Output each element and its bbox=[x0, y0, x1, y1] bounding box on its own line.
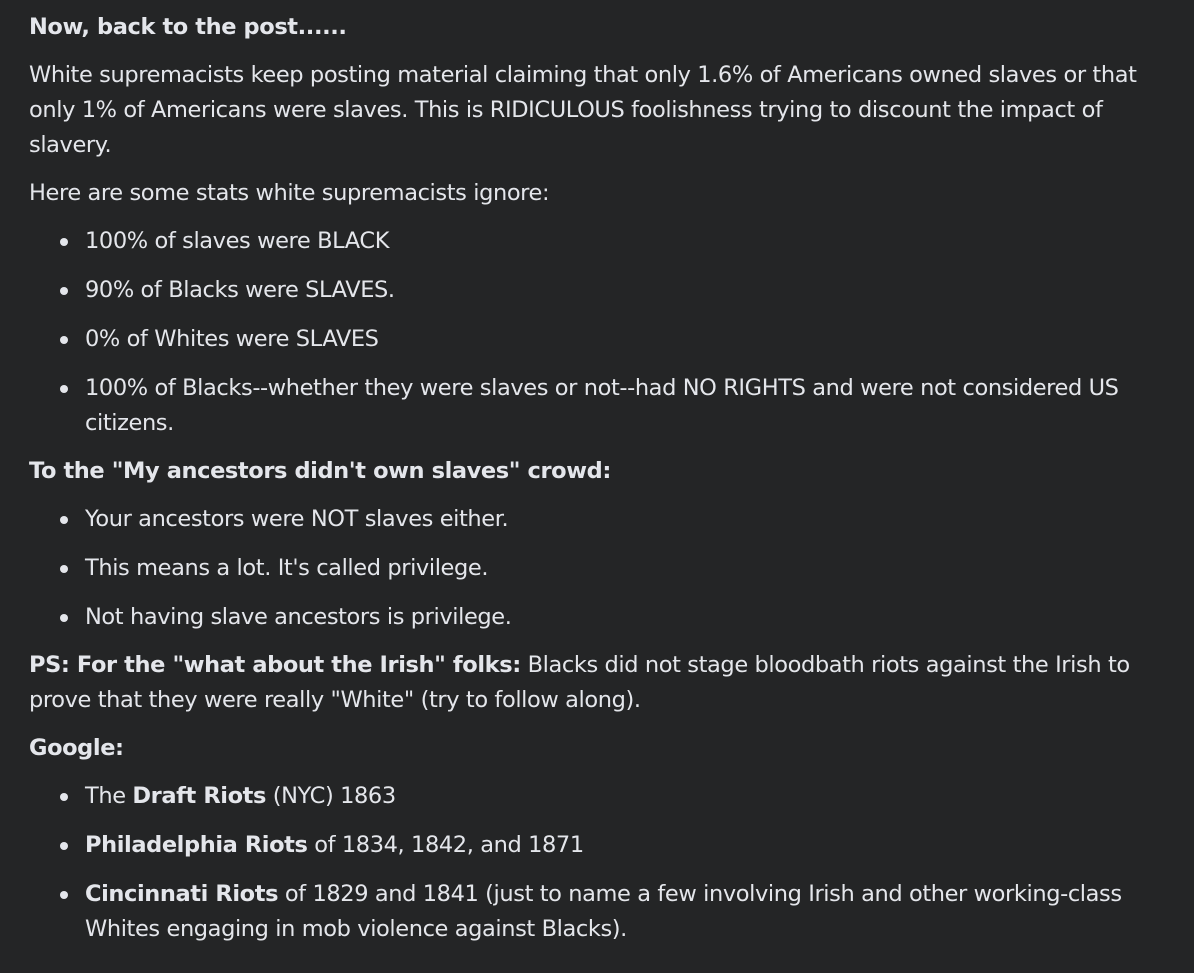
list-item: 90% of Blacks were SLAVES. bbox=[29, 273, 1179, 308]
ancestors-heading: To the "My ancestors didn't own slaves" crowd: bbox=[29, 458, 611, 484]
paragraph-stats-intro: Here are some stats white supremacists ignore: bbox=[29, 180, 550, 206]
ancestors-list bbox=[29, 502, 1179, 635]
list-item bbox=[29, 779, 1179, 814]
riot-name: Philadelphia Riots bbox=[85, 832, 308, 858]
paragraph-slavery-claims: White supremacists keep posting material claiming that only 1.6% of Americans owned slaves or that only 1% of Americans were slaves. This is RIDICULOUS foolishness trying to discount the impact of slavery. bbox=[29, 62, 1137, 158]
riot-name: Cincinnati Riots bbox=[85, 881, 279, 907]
google-heading: Google: bbox=[29, 735, 124, 761]
ps-label: PS: For the "what about the Irish" folks: bbox=[29, 652, 521, 678]
list-item: Not having slave ancestors is privilege. bbox=[29, 600, 1179, 635]
riots-list bbox=[29, 779, 1179, 947]
intro-heading: Now, back to the post...... bbox=[29, 14, 347, 40]
riot-detail: of 1834, 1842, and 1871 bbox=[307, 832, 584, 858]
ps-paragraph bbox=[29, 648, 1179, 718]
list-item: This means a lot. It's called privilege. bbox=[29, 551, 1179, 586]
riot-detail: of 1829 and 1841 (just to name a few involving Irish and other working-class Whites engaging in mob violence against Blacks). bbox=[85, 881, 1122, 942]
list-item: 0% of Whites were SLAVES bbox=[29, 322, 1179, 357]
list-item: 100% of Blacks--whether they were slaves or not--had NO RIGHTS and were not considered US citizens. bbox=[29, 371, 1179, 441]
list-item bbox=[29, 828, 1179, 863]
list-item bbox=[29, 877, 1179, 947]
riot-detail: (NYC) 1863 bbox=[265, 783, 396, 809]
stats-list bbox=[29, 224, 1179, 441]
riot-name: Draft Riots bbox=[132, 783, 266, 809]
post-body bbox=[29, 10, 1179, 960]
list-item: Your ancestors were NOT slaves either. bbox=[29, 502, 1179, 537]
list-item: 100% of slaves were BLACK bbox=[29, 224, 1179, 259]
ps-text: Blacks did not stage bloodbath riots against the Irish to prove that they were really "White" (try to follow along). bbox=[29, 652, 1130, 713]
riot-prefix: The bbox=[85, 783, 133, 809]
